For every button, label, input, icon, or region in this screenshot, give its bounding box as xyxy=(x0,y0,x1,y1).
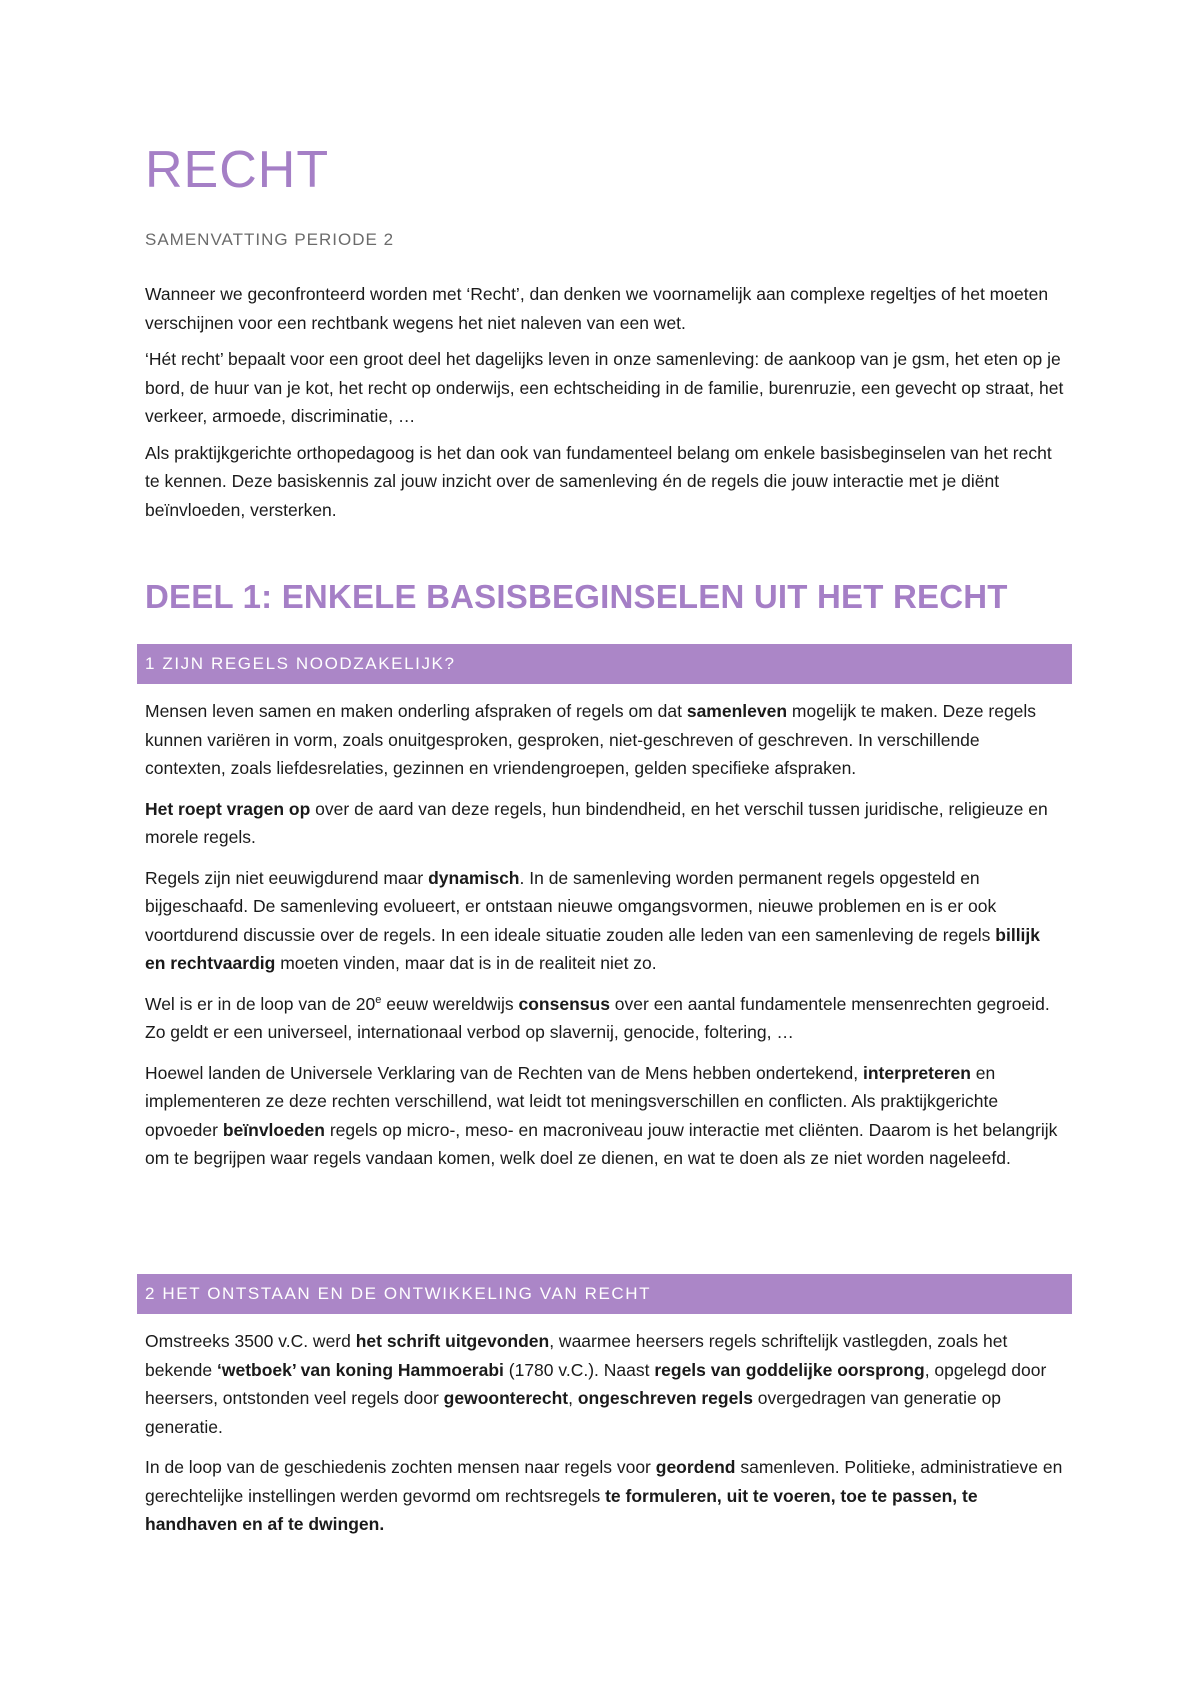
section-2-paragraph-2: In de loop van de geschiedenis zochten mensen naar regels voor geordend samenleven. Politieke, administratieve en gerechtelijke instellingen werden gevormd om rechtsregels te formuleren, uit te voeren, toe te passen, te handhaven en af te dwingen. xyxy=(145,1457,1063,1534)
section-1-heading: 1 ZIJN REGELS NOODZAKELIJK? xyxy=(137,644,1072,684)
intro-paragraph-1: Wanneer we geconfronteerd worden met ‘Recht’, dan denken we voornamelijk aan complexe regeltjes of het moeten verschijnen voor een rechtbank wegens het niet naleven van een wet. xyxy=(145,284,1049,333)
section-1-body xyxy=(145,697,1065,1185)
document-title: RECHT xyxy=(145,141,330,199)
document-subtitle: SAMENVATTING PERIODE 2 xyxy=(145,230,395,249)
section-1-paragraph-1: Mensen leven samen en maken onderling afspraken of regels om dat samenleven mogelijk te maken. Deze regels kunnen variëren in vorm, zoals onuitgesproken, gesproken, niet-geschreven of geschreven. In verschillende contexten, zoals liefdesrelaties, gezinnen en vriendengroepen, gelden specifieke afspraken. xyxy=(145,701,1037,778)
section-2-paragraph-1: Omstreeks 3500 v.C. werd het schrift uitgevonden, waarmee heersers regels schriftelijk vastlegden, zoals het bekende ‘wetboek’ van koning Hammoerabi (1780 v.C.). Naast regels van goddelijke oorsprong, opgelegd door heersers, ontstonden veel regels door gewoonterecht, ongeschreven regels overgedragen van generatie op generatie. xyxy=(145,1331,1047,1437)
intro-paragraph-3: Als praktijkgerichte orthopedagoog is het dan ook van fundamenteel belang om enkele basisbeginselen van het recht te kennen. Deze basiskennis zal jouw inzicht over de samenleving én de regels die jouw interactie met je diënt beïnvloeden, versterken. xyxy=(145,442,1052,520)
section-1-paragraph-5: Hoewel landen de Universele Verklaring van de Rechten van de Mens hebben ondertekend, interpreteren en implementeren ze deze rechten verschillend, wat leidt tot meningsverschillen en conflicten. Als praktijkgerichte opvoeder beïnvloeden regels op micro-, meso- en macroniveau jouw interactie met cliënten. Daarom is het belangrijk om te begrijpen waar regels vandaan komen, welk doel ze dienen, en wat te doen als ze niet worden nageleefd. xyxy=(145,1062,1058,1168)
intro-section xyxy=(145,280,1065,532)
section-1-paragraph-3: Regels zijn niet eeuwigdurend maar dynamisch. In de samenleving worden permanent regels opgesteld en bijgeschaafd. De samenleving evolueert, er ontstaan nieuwe omgangsvormen, nieuwe problemen en is er ook voortdurend discussie over de regels. In een ideale situatie zouden alle leden van een samenleving de regels billijk en rechtvaardig moeten vinden, maar dat is in de realiteit niet zo. xyxy=(145,867,1041,973)
section-2-heading: 2 HET ONTSTAAN EN DE ONTWIKKELING VAN RECHT xyxy=(137,1274,1072,1314)
section-2-body xyxy=(145,1327,1065,1551)
section-1-paragraph-2: Het roept vragen op over de aard van deze regels, hun bindendheid, en het verschil tussen juridische, religieuze en morele regels. xyxy=(145,798,1048,847)
part-1-heading: DEEL 1: ENKELE BASISBEGINSELEN UIT HET RECHT xyxy=(145,578,1008,615)
section-1-paragraph-4: Wel is er in de loop van de 20e eeuw wereldwijs consensus over een aantal fundamentele mensenrechten gegroeid. Zo geldt er een universeel, internationaal verbod op slavernij, genocide, foltering, … xyxy=(145,993,1050,1042)
intro-paragraph-2: ‘Hét recht’ bepaalt voor een groot deel het dagelijks leven in onze samenleving: de aankoop van je gsm, het eten op je bord, de huur van je kot, het recht op onderwijs, een echtscheiding in de familie, burenruzie, een gevecht op straat, het verkeer, armoede, discriminatie, … xyxy=(145,349,1064,426)
